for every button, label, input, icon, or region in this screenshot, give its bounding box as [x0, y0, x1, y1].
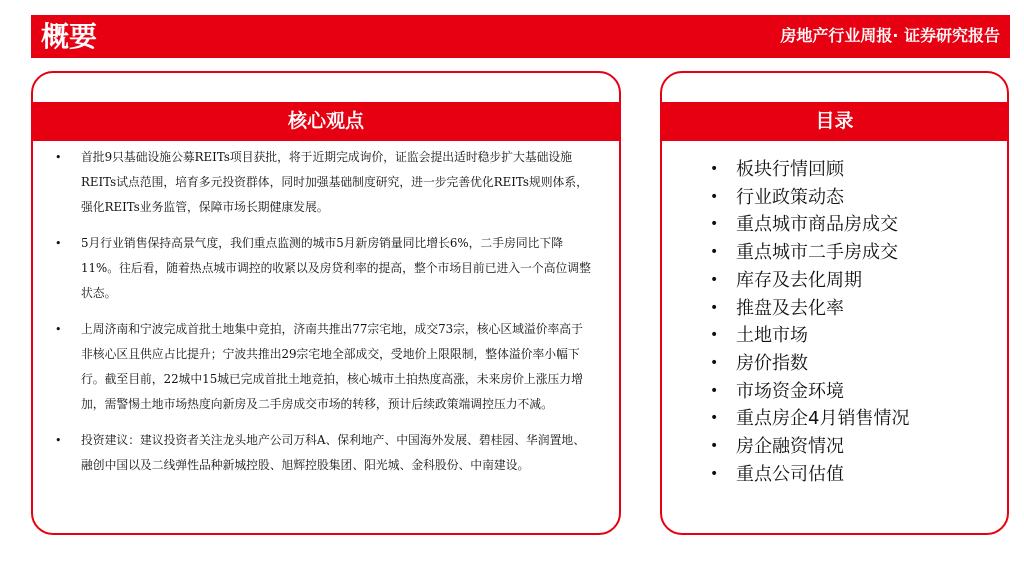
point-text: 投资建议：建议投资者关注龙头地产公司万科A、保利地产、中国海外发展、碧桂园、华润置地、融创中国以及二线弹性品种新城控股、旭辉控股集团、阳光城、金科股份、中南建设。: [81, 433, 585, 472]
bullet-icon: •: [55, 151, 62, 164]
bullet-icon: •: [55, 434, 62, 447]
toc-item[interactable]: [710, 156, 909, 184]
toc-item-label: 市场资金环境: [736, 380, 844, 402]
toc-item[interactable]: [710, 239, 909, 267]
toc-item[interactable]: [710, 322, 909, 350]
toc-item[interactable]: [710, 405, 909, 433]
point-text: 上周济南和宁波完成首批土地集中竞拍，济南共推出77宗宅地，成交73宗，核心区域溢价率高于非核心区且供应占比提升；宁波共推出29宗宅地全部成交，受地价上限限制，整体溢价率小幅下行。截至目前，22城中15城已完成首批土地竞拍，核心城市土拍热度高涨，未来房价上涨压力增加，需警惕土地市场热度向新房及二手房成交市场的转移，预计后续政策端调控压力不减。: [81, 322, 583, 411]
toc-item-label: 板块行情回顾: [736, 159, 844, 180]
bullet-icon: •: [710, 382, 719, 399]
bullet-icon: •: [55, 323, 62, 336]
toc-item[interactable]: [710, 350, 909, 378]
list-item: [51, 145, 591, 220]
list-item: [51, 231, 591, 306]
toc-item[interactable]: [710, 211, 909, 239]
core-views-list: [51, 145, 591, 489]
toc-item-label: 房企融资情况: [736, 436, 844, 458]
bullet-icon: •: [710, 354, 719, 371]
toc-item[interactable]: [710, 433, 909, 461]
bullet-icon: •: [710, 188, 719, 205]
toc-item[interactable]: [710, 461, 909, 489]
toc-item[interactable]: [710, 378, 909, 406]
toc-item-label: 重点房企4月销售情况: [736, 408, 910, 430]
point-text: 首批9只基础设施公募REITs项目获批，将于近期完成询价，证监会提出适时稳步扩大基础设施REITs试点范围，培育多元投资群体，同时加强基础制度研究，进一步完善优化REITs规则体系，强化REITs业务监管，保障市场长期健康发展。: [81, 150, 588, 214]
toc-item[interactable]: [710, 295, 909, 323]
bullet-icon: •: [710, 271, 719, 288]
bullet-icon: •: [710, 465, 719, 482]
toc-item[interactable]: [710, 184, 909, 212]
bullet-icon: •: [710, 244, 719, 261]
bullet-icon: •: [710, 161, 719, 177]
core-views-panel: [31, 71, 621, 535]
header-bar: [31, 15, 1010, 58]
bullet-icon: •: [710, 327, 719, 344]
toc-item-label: 重点公司估值: [736, 463, 844, 485]
toc-item-label: 重点城市商品房成交: [736, 214, 898, 236]
toc-item-label: 房价指数: [736, 352, 808, 374]
bullet-icon: •: [710, 299, 719, 316]
list-item: [51, 428, 591, 478]
toc-panel: [660, 71, 1009, 535]
bullet-icon: •: [55, 237, 62, 250]
page-title: 概要: [41, 20, 98, 53]
toc-item-label: 重点城市二手房成交: [736, 242, 898, 264]
toc-item-label: 土地市场: [736, 325, 808, 347]
core-views-title: 核心观点: [33, 102, 619, 141]
toc-item[interactable]: [710, 267, 909, 295]
list-item: [51, 317, 591, 417]
toc-item-label: 库存及去化周期: [736, 269, 862, 291]
bullet-icon: •: [710, 410, 719, 427]
bullet-icon: •: [710, 438, 719, 455]
toc-item-label: 推盘及去化率: [736, 297, 844, 319]
toc-list: [710, 156, 909, 488]
report-subtitle: 房地产行业周报· 证券研究报告: [780, 26, 1000, 45]
toc-item-label: 行业政策动态: [736, 186, 844, 208]
bullet-icon: •: [710, 216, 719, 233]
toc-title: 目录: [662, 102, 1007, 141]
point-text: 5月行业销售保持高景气度，我们重点监测的城市5月新房销量同比增长6%，二手房同比下降11%。往后看，随着热点城市调控的收紧以及房贷利率的提高，整个市场目前已进入一个高位调整状态。: [81, 236, 591, 300]
